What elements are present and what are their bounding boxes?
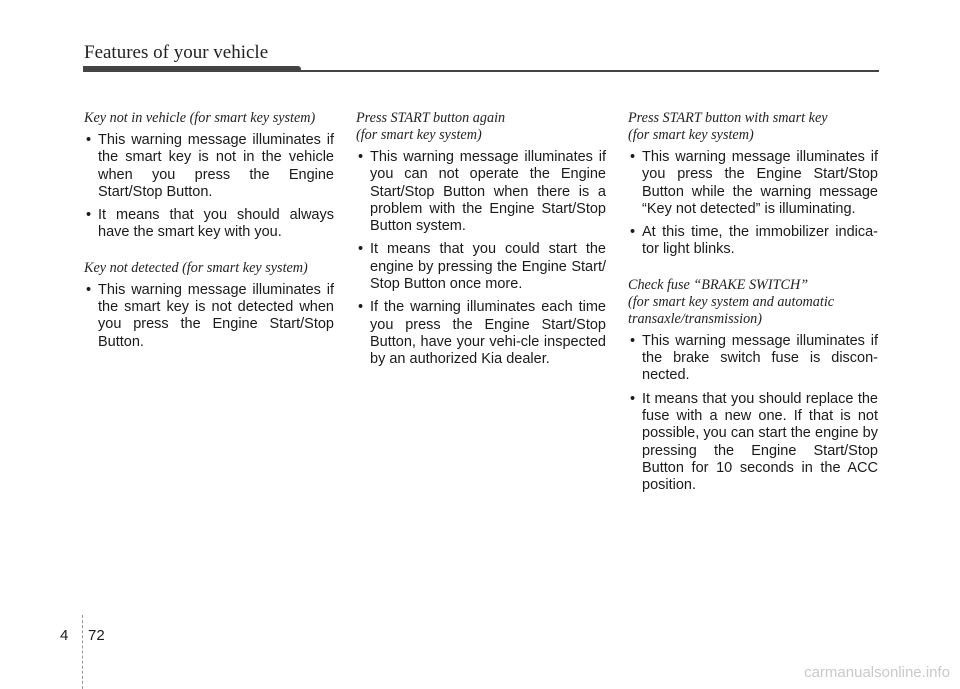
bullet-text: It means that you could start the engine by pressing the Engine Start/ Stop Button once more. (370, 241, 606, 293)
page-number: 72 (88, 627, 105, 644)
section-heading-line: (for smart key system) (356, 127, 482, 143)
column-3 (628, 110, 878, 512)
bullet-text: It means that you should always have the smart key with you. (98, 207, 334, 241)
bullet-item (628, 149, 878, 218)
bullet-item (628, 224, 878, 259)
section-heading (628, 110, 878, 144)
bullet-dot-icon: • (630, 224, 636, 241)
bullet-item (84, 132, 334, 201)
bullet-item (84, 282, 334, 351)
footer-divider (82, 615, 84, 689)
bullet-text: This warning message illuminates if the smart key is not in the vehicle when you press the Engine Start/Stop Button. (98, 132, 334, 200)
section (628, 277, 878, 495)
section-heading-line: Press START button with smart key (628, 110, 828, 126)
bullet-dot-icon: • (630, 149, 636, 165)
bullet-text: This warning message illuminates if the smart key is not detected when you press the Engine Start/Stop Button. (98, 281, 334, 350)
bullet-dot-icon: • (86, 207, 92, 224)
bullet-dot-icon: • (86, 281, 92, 298)
section-heading (84, 260, 334, 277)
section-heading-line: Check fuse “BRAKE SWITCH” (628, 276, 809, 293)
bullet-dot-icon: • (358, 241, 364, 258)
bullet-dot-icon: • (630, 332, 636, 349)
watermark: carmanualsonline.info (804, 664, 950, 681)
column-1 (84, 110, 334, 369)
bullet-text: It means that you should replace the fuse with a new one. If that is not possible, you can start the engine by pressing the Engine Start/Stop Button for 10 seconds in the ACC position. (642, 390, 878, 494)
section (84, 260, 334, 351)
bullet-list (84, 132, 334, 242)
section-heading-line: transaxle/transmission) (628, 310, 762, 327)
bullet-text: At this time, the immobilizer indica-tor light blinks. (642, 224, 878, 258)
section-heading-line: (for smart key system) (628, 127, 754, 143)
bullet-text: This warning message illuminates if the brake switch fuse is discon-nected. (642, 332, 878, 384)
section-heading-line: Press START button again (356, 110, 506, 126)
section-heading-line: Key not detected (for smart key system) (84, 259, 308, 276)
section-heading (356, 110, 606, 144)
bullet-item (356, 299, 606, 368)
bullet-dot-icon: • (86, 132, 92, 148)
section (84, 110, 334, 242)
bullet-text: If the warning illuminates each time you press the Engine Start/Stop Button, have your vehi-cle inspected by an authorized Kia dealer. (370, 299, 606, 368)
bullet-item (628, 391, 878, 495)
bullet-list (84, 282, 334, 351)
bullet-item (84, 207, 334, 242)
bullet-dot-icon: • (630, 390, 636, 407)
section-heading-line: Key not in vehicle (for smart key system) (84, 110, 316, 126)
section (356, 110, 606, 369)
bullet-dot-icon: • (358, 149, 364, 165)
bullet-item (356, 241, 606, 293)
section-heading (628, 277, 878, 328)
column-2 (356, 110, 606, 387)
bullet-list (356, 149, 606, 369)
section-heading-line: (for smart key system and automatic (628, 293, 835, 310)
bullet-list (628, 149, 878, 259)
bullet-item (356, 149, 606, 235)
bullet-text: This warning message illuminates if you can not operate the Engine Start/Stop Button when there is a problem with the Engine Start/Stop Button system. (370, 149, 606, 235)
bullet-list (628, 333, 878, 495)
page-header-title: Features of your vehicle (84, 42, 269, 63)
section (628, 110, 878, 259)
bullet-item (628, 333, 878, 385)
header-rule (83, 70, 879, 72)
chapter-number: 4 (60, 627, 69, 644)
section-heading (84, 110, 334, 127)
bullet-text: This warning message illuminates if you press the Engine Start/Stop Button while the warning message “Key not detected” is illuminating. (642, 149, 878, 217)
bullet-dot-icon: • (358, 299, 364, 316)
